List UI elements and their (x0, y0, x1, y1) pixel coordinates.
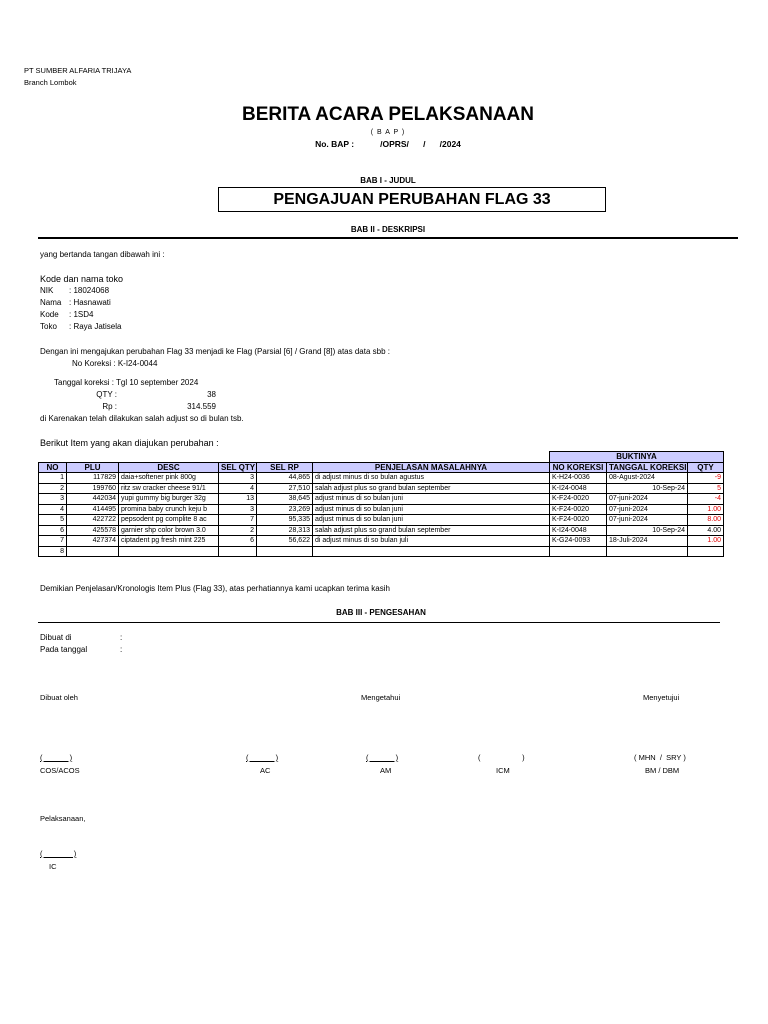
cell-tanggal-koreksi: 18-Juli-2024 (607, 536, 688, 547)
cell-no: 3 (39, 494, 67, 505)
cell-qty: -9 (688, 473, 724, 484)
dibuat-oleh-label: Dibuat oleh (40, 693, 78, 702)
cell-plu: 117829 (67, 473, 119, 484)
cell-sel-qty: 2 (219, 525, 257, 536)
field-value: : 1SD4 (69, 310, 94, 319)
table-row (39, 546, 724, 557)
cell-penjelasan: di adjust minus di so bulan agustus (313, 473, 550, 484)
cell-no: 2 (39, 483, 67, 494)
table-row (39, 525, 724, 536)
cell-qty: 4.00 (688, 525, 724, 536)
bab1-label: BAB I - JUDUL (360, 176, 416, 185)
cell-plu: 422722 (67, 515, 119, 526)
cell-no-koreksi: K-G24-0093 (550, 536, 607, 547)
no-koreksi-value: K-I24-0044 (117, 359, 158, 368)
cell-no-koreksi: K-I24-0048 (550, 483, 607, 494)
cell-penjelasan: salah adjust plus so grand bulan september (313, 525, 550, 536)
qty-label: QTY : (96, 390, 117, 399)
role-bm: BM / DBM (645, 766, 680, 775)
cell-desc: ciptadent pg fresh mint 225 (119, 536, 219, 547)
cell-desc: ritz sw cracker cheese 91/1 (119, 483, 219, 494)
role-cos: COS/ACOS (40, 766, 80, 775)
field-toko (40, 322, 121, 331)
branch-name: Branch Lombok (24, 78, 77, 87)
intro-text: yang bertanda tangan dibawah ini : (40, 250, 165, 259)
pelaksanaan-label: Pelaksanaan, (40, 814, 86, 823)
cell-penjelasan: salah adjust plus so grand bulan september (313, 483, 550, 494)
cell-qty: 5 (688, 483, 724, 494)
cell-sel-qty: 7 (219, 515, 257, 526)
cell-no: 8 (39, 546, 67, 557)
field-value: : Raya Jatisela (69, 322, 122, 331)
cell-sel-qty: 3 (219, 504, 257, 515)
cell-qty: 8.00 (688, 515, 724, 526)
items-table (38, 451, 724, 557)
cell-sel-qty: 13 (219, 494, 257, 505)
cell-desc: promina baby crunch keju b (119, 504, 219, 515)
col-sel-rp: SEL RP (257, 462, 313, 473)
role-ac: AC (260, 766, 271, 775)
field-value: : 18024068 (69, 286, 110, 295)
cell-tanggal-koreksi: 07-juni-2024 (607, 504, 688, 515)
cell-plu: 427374 (67, 536, 119, 547)
cell-desc: daia+softener pink 800g (119, 473, 219, 484)
request-text: Dengan ini mengajukan perubahan Flag 33 menjadi ke Flag (Parsial [6] / Grand [8]) atas data sbb : (40, 347, 390, 356)
bab2-label: BAB II - DESKRIPSI (350, 225, 426, 234)
cell-no: 7 (39, 536, 67, 547)
tanggal-value: Tgl 10 september 2024 (116, 378, 199, 387)
cell-plu: 442034 (67, 494, 119, 505)
cell-tanggal-koreksi: 07-juni-2024 (607, 494, 688, 505)
section-divider (38, 622, 720, 623)
cell-sel-rp: 27,510 (257, 483, 313, 494)
cell-no-koreksi (550, 546, 607, 557)
table-row (39, 494, 724, 505)
field-nik (40, 286, 109, 295)
cell-no-koreksi: K-F24-0020 (550, 515, 607, 526)
bap-number: No. BAP : /OPRS/ / /2024 (315, 139, 461, 149)
table-row (39, 536, 724, 547)
role-icm: ICM (496, 766, 510, 775)
dibuat-di-colon: : (120, 633, 123, 642)
signature-cos: ( ) (40, 753, 73, 762)
cell-no-koreksi: K-F24-0020 (550, 504, 607, 515)
cell-sel-rp: 23,269 (257, 504, 313, 515)
signature-ac: ( ) (246, 753, 279, 762)
col-tanggal-koreksi: TANGGAL KOREKSI (607, 462, 688, 473)
empty-header (39, 452, 550, 463)
col-penjelasan: PENJELASAN MASALAHNYA (313, 462, 550, 473)
col-plu: PLU (67, 462, 119, 473)
no-koreksi-line (72, 359, 157, 368)
cell-qty: -4 (688, 494, 724, 505)
cell-plu: 414495 (67, 504, 119, 515)
cell-sel-rp: 44,865 (257, 473, 313, 484)
cell-tanggal-koreksi: 07-juni-2024 (607, 515, 688, 526)
col-no: NO (39, 462, 67, 473)
cell-no: 1 (39, 473, 67, 484)
rp-value: 314.559 (187, 402, 216, 411)
cell-no: 4 (39, 504, 67, 515)
signature-icm: ( ) (478, 753, 525, 762)
cell-qty: 1.00 (688, 536, 724, 547)
document-title: BERITA ACARA PELAKSANAAN (241, 104, 535, 125)
items-heading: Berikut Item yang akan diajukan perubahan : (40, 438, 219, 448)
cell-no: 6 (39, 525, 67, 536)
cell-sel-qty: 6 (219, 536, 257, 547)
col-qty: QTY (688, 462, 724, 473)
reason-text: di Karenakan telah dilakukan salah adjust so di bulan tsb. (40, 414, 244, 423)
rp-label: Rp : (102, 402, 117, 411)
cell-sel-rp: 28,313 (257, 525, 313, 536)
field-label: NIK (40, 286, 54, 295)
cell-desc: pepsodent pg complite 8 ac (119, 515, 219, 526)
field-value: : Hasnawati (69, 298, 111, 307)
cell-tanggal-koreksi (607, 546, 688, 557)
bap-abbreviation: ( B A P ) (370, 129, 406, 136)
pada-tanggal-colon: : (120, 645, 123, 654)
cell-tanggal-koreksi: 10-Sep-24 (607, 525, 688, 536)
buktinya-header: BUKTINYA (550, 452, 724, 463)
store-heading: Kode dan nama toko (40, 274, 124, 284)
cell-no: 5 (39, 515, 67, 526)
role-am: AM (380, 766, 392, 775)
cell-no-koreksi: K-H24-0036 (550, 473, 607, 484)
table-header-row (39, 462, 724, 473)
section-divider (38, 237, 738, 239)
cell-plu (67, 546, 119, 557)
cell-no-koreksi: K-I24-0048 (550, 525, 607, 536)
no-koreksi-label: No Koreksi : (72, 359, 116, 368)
pada-tanggal-label: Pada tanggal (40, 645, 88, 654)
table-row (39, 473, 724, 484)
cell-plu: 199760 (67, 483, 119, 494)
closing-text: Demikian Penjelasan/Kronologis Item Plus (Flag 33), atas perhatiannya kami ucapkan terima kasih (40, 584, 390, 593)
field-label: Nama (40, 298, 62, 307)
col-desc: DESC (119, 462, 219, 473)
signature-ic: ( ) (40, 849, 77, 858)
cell-desc (119, 546, 219, 557)
cell-sel-rp (257, 546, 313, 557)
cell-tanggal-koreksi: 08-Agust-2024 (607, 473, 688, 484)
field-kode (40, 310, 93, 319)
cell-desc: garnier shp color brown 3.0 (119, 525, 219, 536)
table-header-row-top (39, 452, 724, 463)
cell-sel-qty: 4 (219, 483, 257, 494)
cell-penjelasan: adjust minus di so bulan juni (313, 515, 550, 526)
signature-am: ( ) (366, 753, 399, 762)
tanggal-label: Tanggal koreksi : (54, 378, 115, 387)
cell-sel-rp: 95,335 (257, 515, 313, 526)
cell-sel-qty: 3 (219, 473, 257, 484)
field-label: Kode (40, 310, 59, 319)
qty-value: 38 (207, 390, 216, 399)
cell-penjelasan: adjust minus di so bulan juni (313, 494, 550, 505)
subject-box: PENGAJUAN PERUBAHAN FLAG 33 (218, 187, 606, 212)
cell-penjelasan (313, 546, 550, 557)
cell-tanggal-koreksi: 10-Sep-24 (607, 483, 688, 494)
cell-qty (688, 546, 724, 557)
role-ic: IC (49, 862, 57, 871)
cell-penjelasan: adjust minus di so bulan juni (313, 504, 550, 515)
table-row (39, 483, 724, 494)
cell-plu: 425578 (67, 525, 119, 536)
field-nama (40, 298, 111, 307)
table-row (39, 515, 724, 526)
signature-bm: ( MHN / SRY ) (634, 753, 686, 762)
menyetujui-label: Menyetujui (643, 693, 680, 702)
cell-penjelasan: di adjust minus di so bulan juli (313, 536, 550, 547)
field-label: Toko (40, 322, 57, 331)
table-row (39, 504, 724, 515)
cell-desc: yupi gummy big burger 32g (119, 494, 219, 505)
cell-sel-rp: 38,645 (257, 494, 313, 505)
cell-no-koreksi: K-F24-0020 (550, 494, 607, 505)
cell-sel-rp: 56,622 (257, 536, 313, 547)
col-no-koreksi: NO KOREKSI (550, 462, 607, 473)
dibuat-di-label: Dibuat di (40, 633, 72, 642)
bab3-label: BAB III - PENGESAHAN (336, 608, 426, 617)
cell-sel-qty (219, 546, 257, 557)
col-sel-qty: SEL QTY (219, 462, 257, 473)
mengetahui-label: Mengetahui (361, 693, 401, 702)
cell-qty: 1.00 (688, 504, 724, 515)
company-name: PT SUMBER ALFARIA TRIJAYA (24, 66, 132, 75)
